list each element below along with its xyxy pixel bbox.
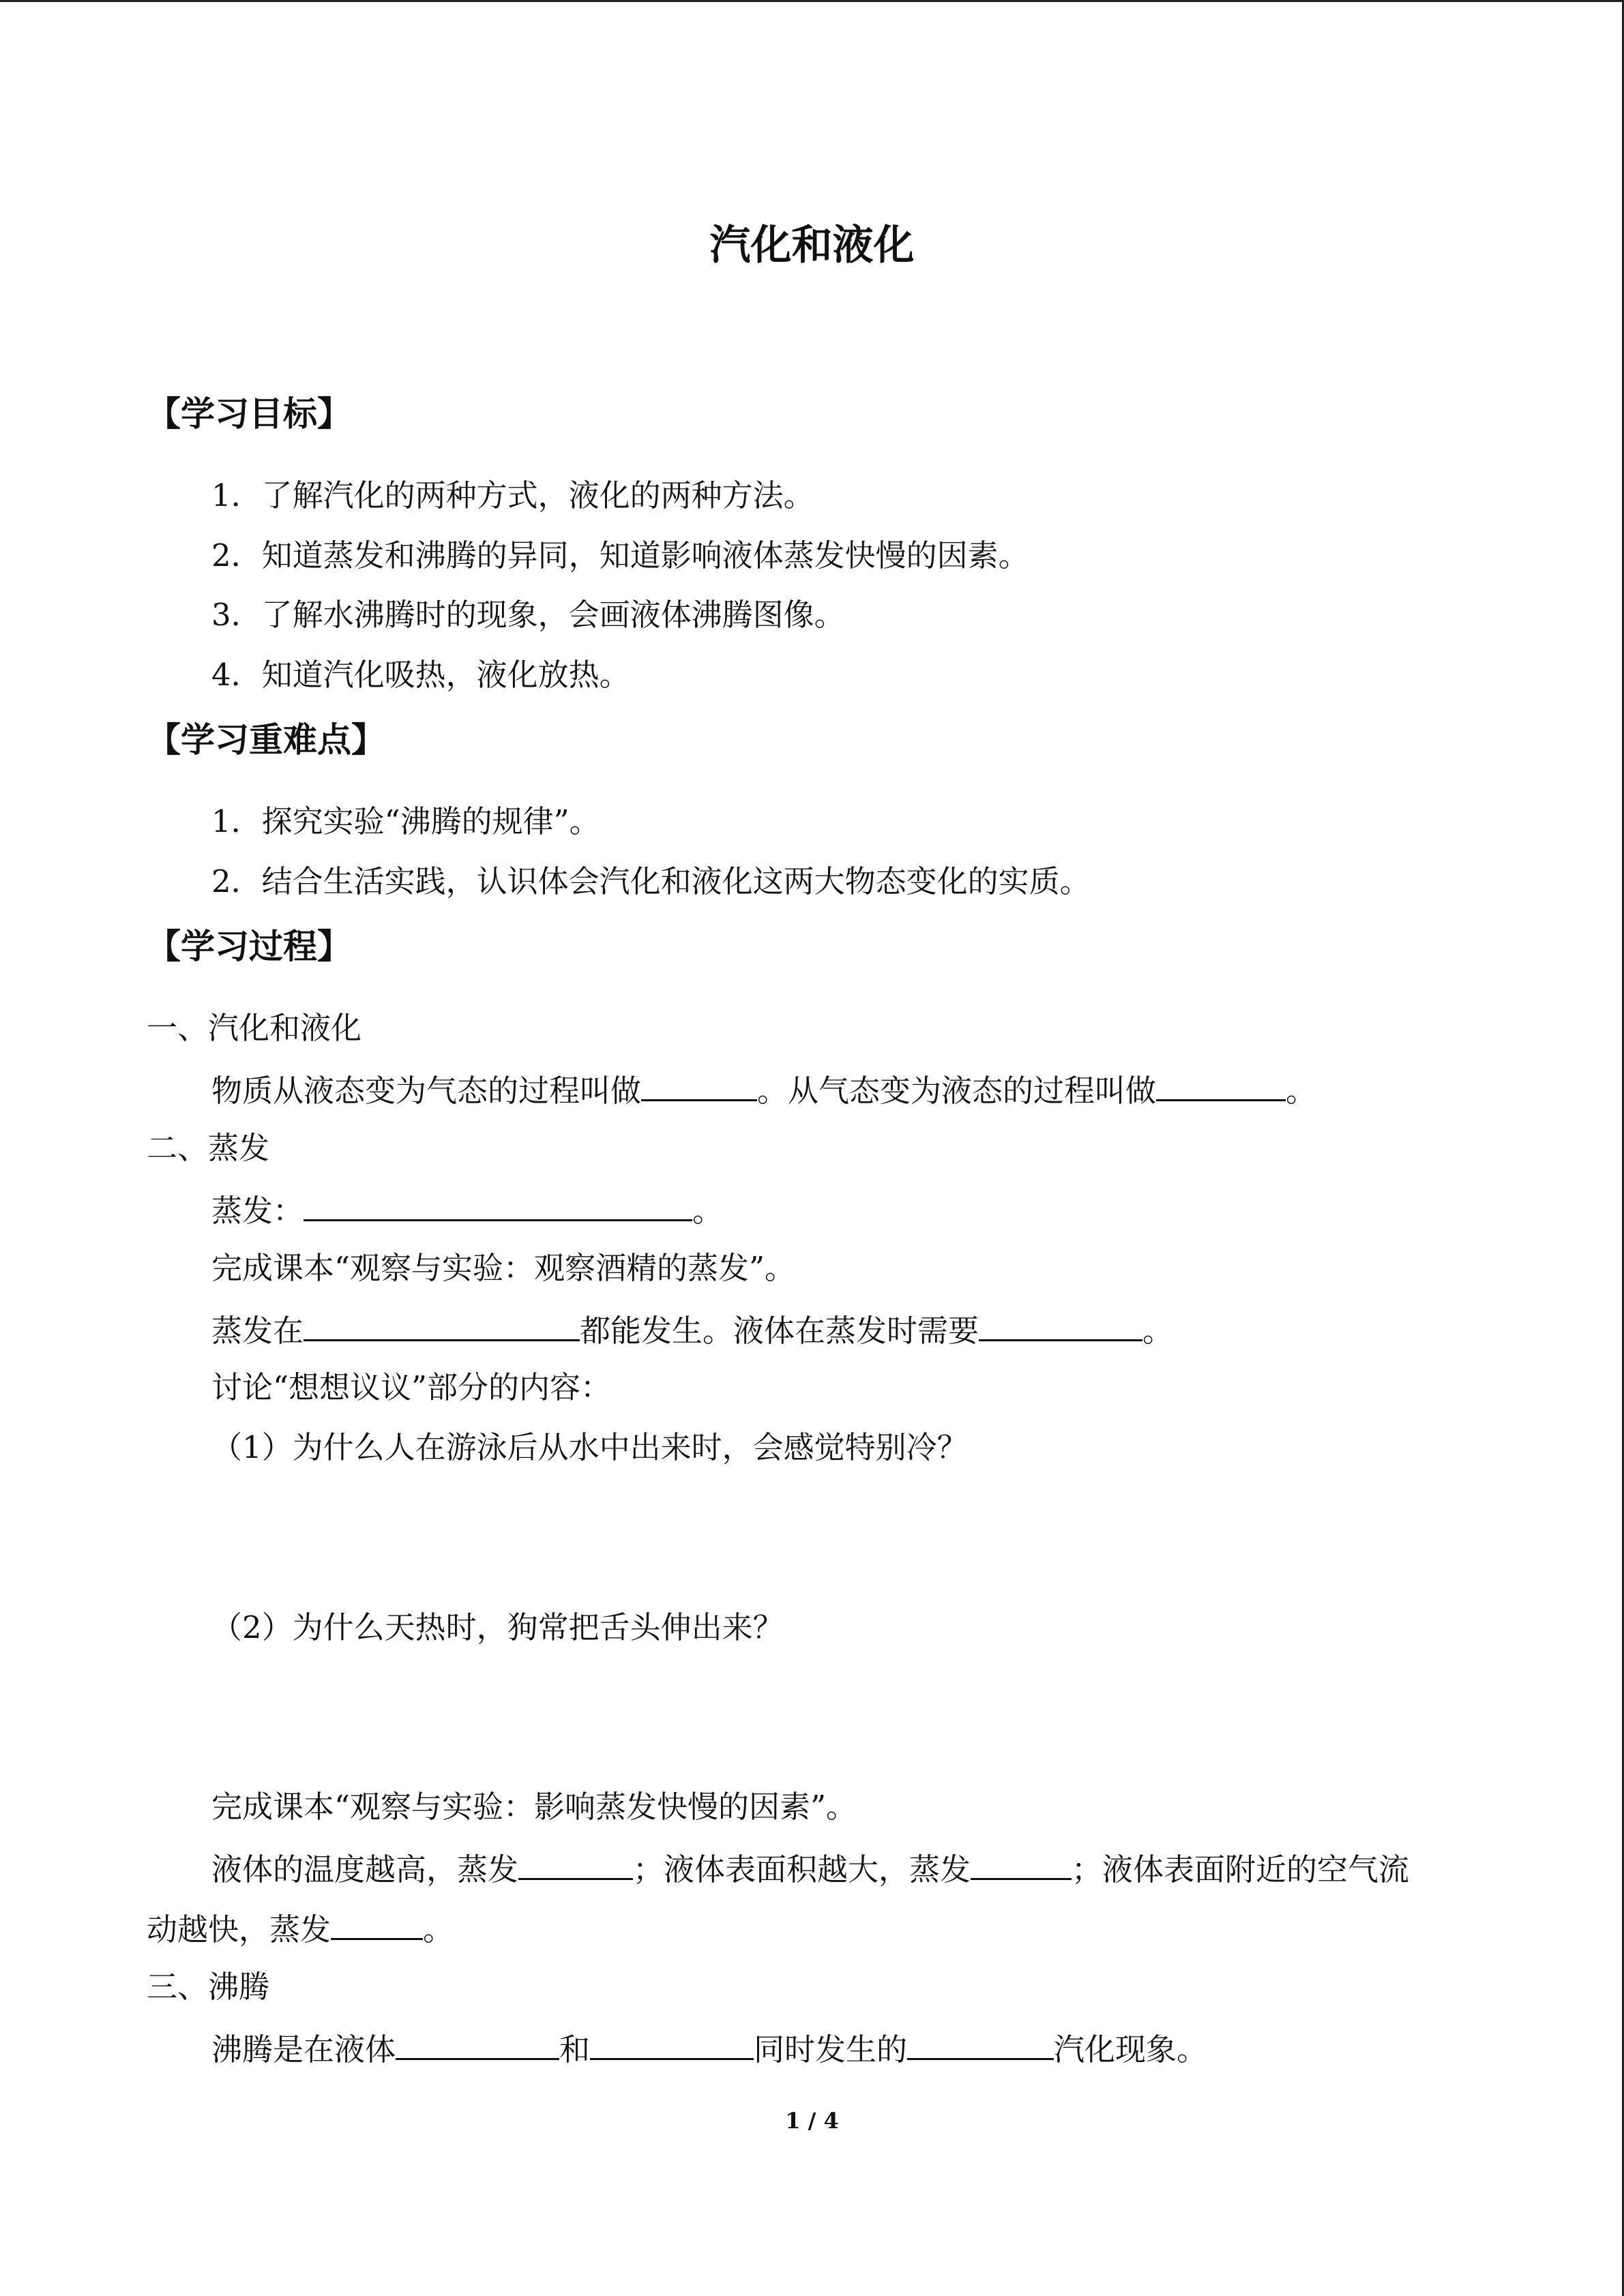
discussion-question: （2）为什么天热时，狗常把舌头伸出来？ — [211, 1609, 784, 1645]
text-fragment: 液体的温度越高，蒸发 — [211, 1851, 519, 1888]
keypoint-item: 1．探究实验“沸腾的规律”。 — [211, 803, 600, 839]
fill-blank[interactable] — [590, 2027, 754, 2060]
fill-blank[interactable] — [331, 1907, 423, 1940]
evaporation-definition-line — [211, 1188, 723, 1232]
part3-heading: 三、沸腾 — [147, 1969, 270, 2005]
evaporation-occurrence-line — [211, 1308, 1173, 1352]
text-fragment: 。 — [423, 1911, 454, 1948]
fill-blank[interactable] — [518, 1847, 633, 1880]
part1-definition-line — [211, 1068, 1316, 1112]
evaporation-factors-line — [211, 1847, 1409, 1890]
section-heading-process: 【学习过程】 — [147, 927, 351, 966]
discussion-question: （1）为什么人在游泳后从水中出来时，会感觉特别冷？ — [211, 1429, 968, 1465]
discussion-prompt: 讨论“想想议议”部分的内容： — [211, 1369, 612, 1405]
text-fragment: 沸腾是在液体 — [211, 2031, 396, 2068]
text-fragment: 蒸发： — [211, 1193, 304, 1229]
page-number: 1 / 4 — [785, 2108, 839, 2134]
section-heading-objectives: 【学习目标】 — [147, 394, 351, 434]
keypoint-item: 2．结合生活实践，认识体会汽化和液化这两大物态变化的实质。 — [211, 863, 1091, 899]
objective-item: 1．了解汽化的两种方式，液化的两种方法。 — [211, 477, 814, 513]
text-fragment: 同时发生的 — [754, 2031, 908, 2068]
text-fragment: ；液体表面附近的空气流 — [1072, 1851, 1410, 1888]
part1-heading: 一、汽化和液化 — [147, 1010, 362, 1046]
part2-heading: 二、蒸发 — [147, 1130, 270, 1166]
experiment-instruction: 完成课本“观察与实验：观察酒精的蒸发”。 — [211, 1250, 796, 1286]
experiment-instruction: 完成课本“观察与实验：影响蒸发快慢的因素”。 — [211, 1789, 857, 1825]
fill-blank[interactable] — [971, 1847, 1072, 1880]
objective-item: 3．了解水沸腾时的现象，会画液体沸腾图像。 — [211, 597, 845, 633]
objective-item: 4．知道汽化吸热，液化放热。 — [211, 657, 630, 693]
text-fragment: 都能发生。液体在蒸发时需要 — [580, 1313, 979, 1349]
page-top-border — [0, 0, 1624, 2]
boiling-definition-line — [211, 2027, 1207, 2070]
text-fragment: 和 — [559, 2031, 591, 2068]
evaporation-factors-line-continued — [147, 1907, 454, 1950]
page-title: 汽化和液化 — [709, 222, 915, 269]
text-fragment: 。从气态变为液态的过程叫做 — [757, 1073, 1157, 1109]
text-fragment: 物质从液态变为气态的过程叫做 — [211, 1073, 642, 1109]
fill-blank[interactable] — [641, 1068, 757, 1101]
fill-blank[interactable] — [304, 1308, 580, 1341]
fill-blank[interactable] — [396, 2027, 559, 2060]
text-fragment: 。 — [1286, 1073, 1317, 1109]
text-fragment: 。 — [1142, 1313, 1174, 1349]
section-heading-keypoints: 【学习重难点】 — [147, 720, 385, 760]
text-fragment: 。 — [692, 1193, 724, 1229]
objective-item: 2．知道蒸发和沸腾的异同，知道影响液体蒸发快慢的因素。 — [211, 537, 1029, 573]
fill-blank[interactable] — [304, 1188, 692, 1221]
text-fragment: 动越快，蒸发 — [147, 1911, 331, 1948]
text-fragment: ；液体表面积越大，蒸发 — [633, 1851, 971, 1888]
fill-blank[interactable] — [907, 2027, 1054, 2060]
text-fragment: 汽化现象。 — [1054, 2031, 1208, 2068]
text-fragment: 蒸发在 — [211, 1313, 304, 1349]
fill-blank[interactable] — [1156, 1068, 1286, 1101]
fill-blank[interactable] — [979, 1308, 1142, 1341]
